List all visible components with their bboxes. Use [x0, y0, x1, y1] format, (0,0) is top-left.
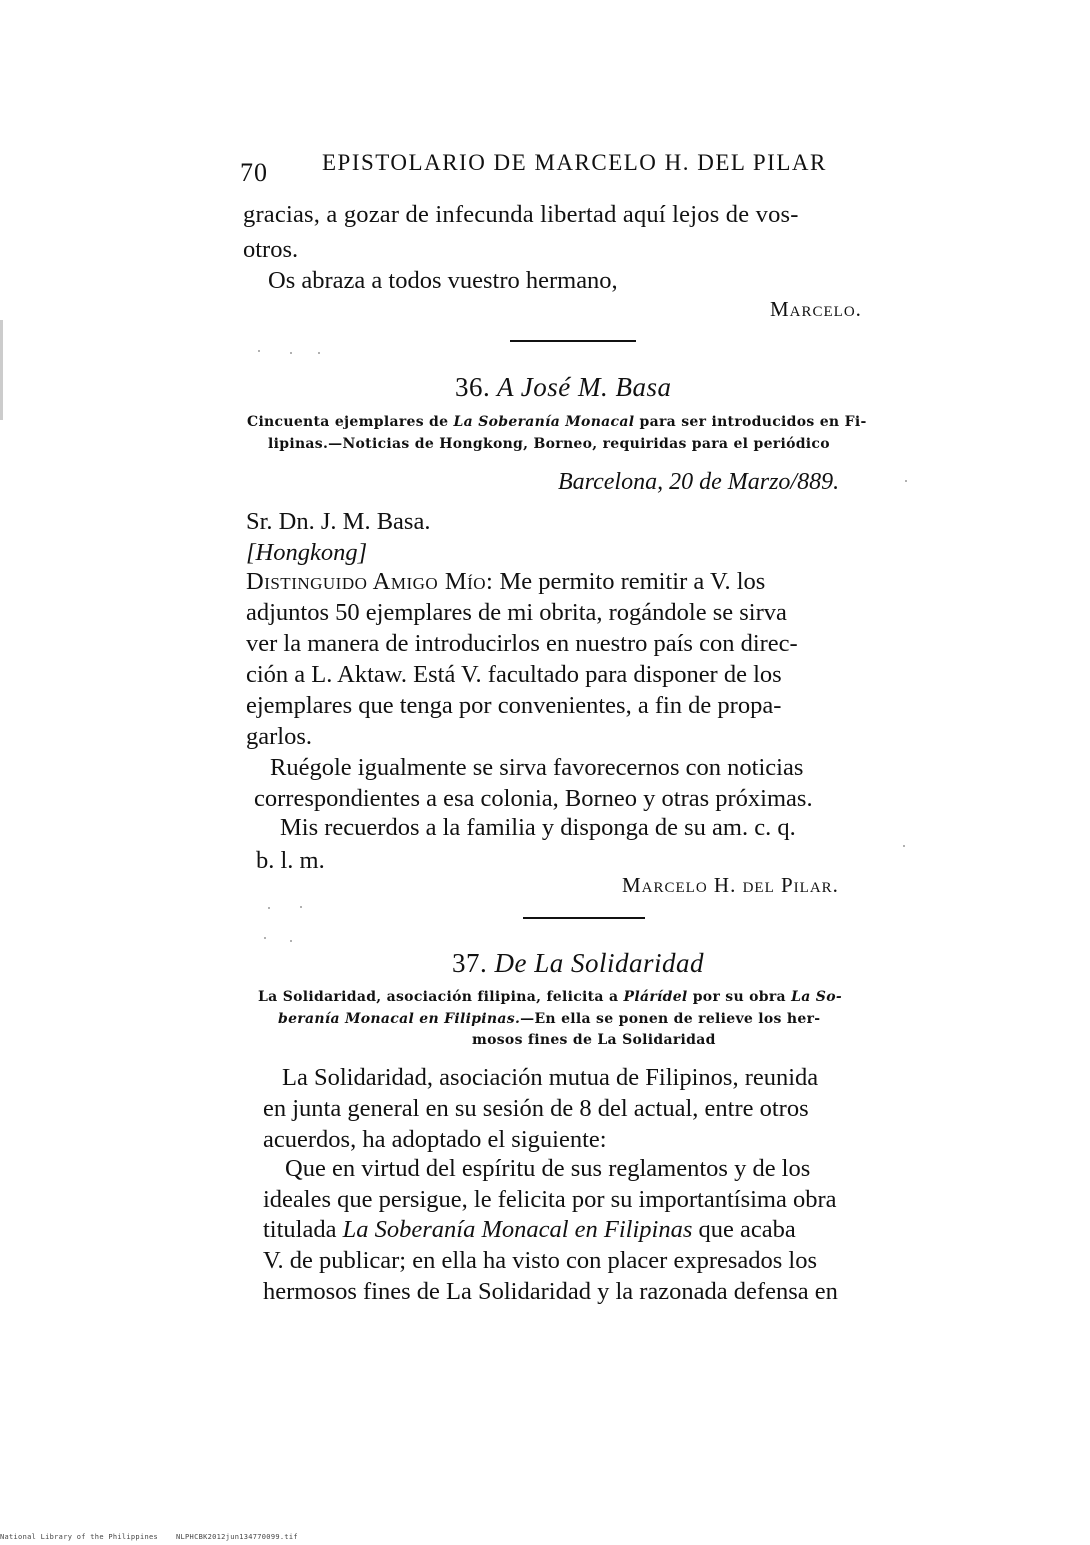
- page-number: 70: [240, 158, 268, 187]
- summary-book-title: beranía Monacal en Filipinas.: [278, 1011, 521, 1027]
- text-line: b. l. m.: [256, 847, 325, 874]
- summary-name: Plárídel: [623, 989, 688, 1005]
- addressee-name: Sr. Dn. J. M. Basa.: [246, 508, 431, 535]
- text-line: V. de publicar; en ella ha visto con placer expresados los: [263, 1247, 818, 1274]
- text-line: hermosos fines de La Solidaridad y la razonada defensa en: [263, 1278, 838, 1305]
- text-line: Me permito remitir a V. los: [493, 568, 766, 595]
- text-line: ejemplares que tenga por convenientes, a fin de propa-: [246, 692, 782, 719]
- scan-speck: [264, 937, 266, 939]
- text-line: gracias, a gozar de infecunda libertad aquí lejos de vos-: [243, 201, 799, 228]
- summary-text: —En ella se ponen de relieve los her-: [520, 1011, 821, 1027]
- summary-text: La Solidaridad, asociación filipina, felicita a: [258, 989, 624, 1005]
- letter-summary: [258, 989, 842, 1005]
- running-head: EPISTOLARIO DE MARCELO H. DEL PILAR: [322, 150, 827, 175]
- summary-text: Cincuenta ejemplares de: [247, 414, 454, 430]
- letter-summary: [247, 414, 867, 430]
- text-line: acuerdos, ha adoptado el siguiente:: [263, 1126, 607, 1153]
- summary-text: por su obra: [687, 989, 792, 1005]
- letter-title-text: De La Solidaridad: [494, 948, 705, 978]
- section-divider: [523, 917, 645, 919]
- scan-speck: [258, 350, 260, 352]
- summary-text: para ser introducidos en Fi-: [634, 414, 867, 430]
- text-line: Ruégole igualmente se sirva favorecernos con noticias: [270, 754, 804, 781]
- text-line: adjuntos 50 ejemplares de mi obrita, rogándole se sirva: [246, 599, 787, 626]
- scan-footer: [0, 1533, 316, 1541]
- letter-summary-line: lipinas.—Noticias de Hongkong, Borneo, requiridas para el periódico: [268, 436, 830, 452]
- text-line: ver la manera de introducirlos en nuestro país con direc-: [246, 630, 798, 657]
- signature: Marcelo.: [770, 297, 862, 321]
- scan-speck: [290, 940, 292, 942]
- summary-book-title: La Soberanía Monacal: [453, 414, 635, 430]
- scan-edge-mark: [0, 320, 3, 420]
- scan-speck: [905, 480, 907, 482]
- addressee: [246, 510, 430, 535]
- section-divider: [510, 340, 636, 342]
- text-line: Que en virtud del espíritu de sus reglamentos y de los: [285, 1155, 811, 1182]
- letter-summary-line: mosos fines de La Solidaridad: [472, 1032, 716, 1048]
- text-line: [263, 1218, 796, 1243]
- scan-speck: [300, 906, 302, 908]
- scan-speck: [290, 352, 292, 354]
- text-line: ción a L. Aktaw. Está V. facultado para disponer de los: [246, 661, 782, 688]
- scan-speck: [318, 352, 320, 354]
- text-line: Os abraza a todos vuestro hermano,: [268, 267, 618, 294]
- letter-number: 36.: [455, 372, 491, 402]
- text-line: garlos.: [246, 723, 312, 750]
- letter-title-text: A José M. Basa: [497, 372, 672, 402]
- letter-title: [452, 948, 704, 979]
- text-line: Mis recuerdos a la familia y disponga de su am. c. q.: [280, 814, 796, 841]
- summary-book-title: La So-: [791, 989, 842, 1005]
- text-line: otros.: [243, 236, 299, 263]
- text-line: La Solidaridad, asociación mutua de Filipinos, reunida: [282, 1064, 819, 1091]
- scan-speck: [903, 845, 905, 847]
- text-segment: que acaba: [692, 1216, 796, 1243]
- letter-title: [455, 372, 672, 403]
- footer-file-id: NLPHCBK2012jun134770099.tif: [176, 1533, 298, 1541]
- letter-number: 37.: [452, 948, 488, 978]
- salutation: Distinguido Amigo Mío:: [246, 568, 494, 595]
- signature: Marcelo H. del Pilar.: [622, 873, 839, 897]
- dateline: Barcelona, 20 de Marzo/889.: [558, 469, 840, 495]
- footer-library: National Library of the Philippines: [0, 1533, 159, 1541]
- text-line: correspondientes a esa colonia, Borneo y otras próximas.: [254, 785, 813, 812]
- text-segment: titulada: [263, 1216, 343, 1243]
- text-line: ideales que persigue, le felicita por su importantísima obra: [263, 1186, 837, 1213]
- salutation-line: [246, 570, 765, 595]
- letter-summary: [278, 1011, 820, 1027]
- addressee-place: [Hongkong]: [246, 539, 368, 566]
- text-line: en junta general en su sesión de 8 del actual, entre otros: [263, 1095, 809, 1122]
- book-title: La Soberanía Monacal en Filipinas: [342, 1216, 693, 1243]
- scan-speck: [268, 907, 270, 909]
